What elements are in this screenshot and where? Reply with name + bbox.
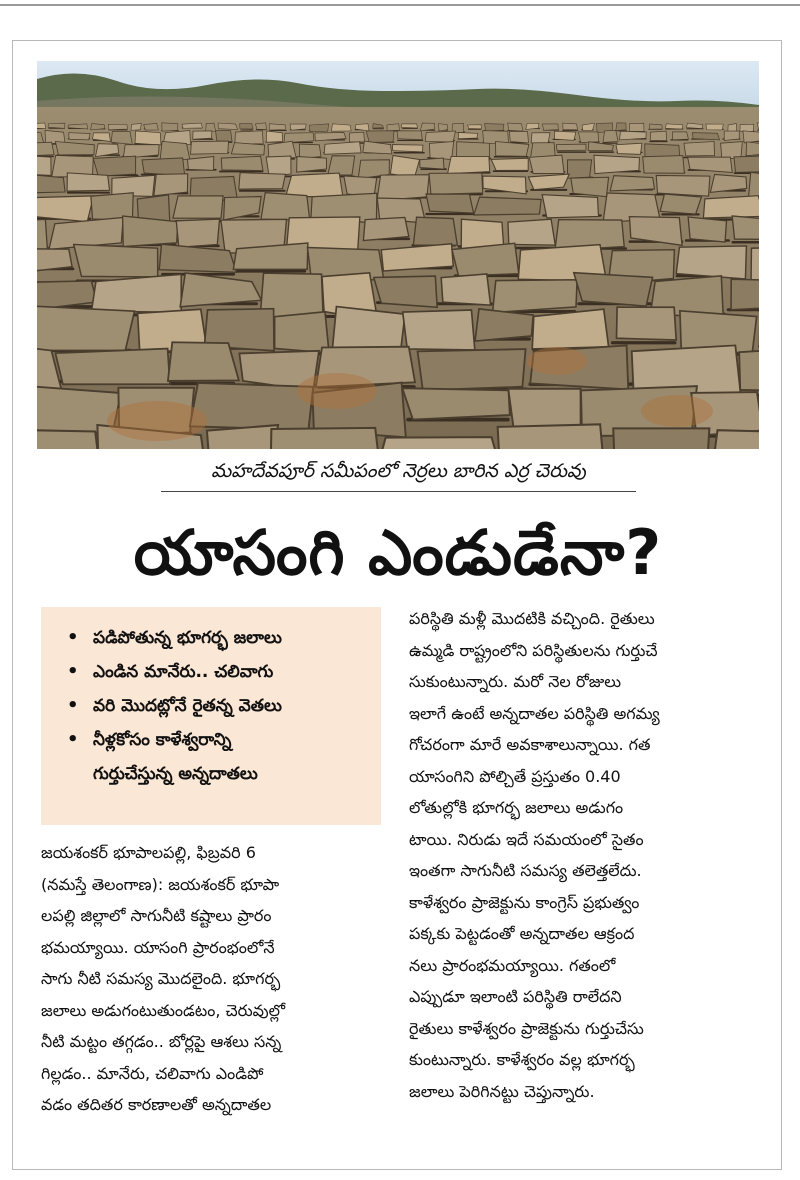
soil-slab — [142, 158, 185, 176]
soil-slab — [616, 143, 642, 154]
soil-slab — [173, 196, 223, 218]
soil-slab — [650, 131, 666, 140]
soil-slab — [67, 173, 109, 191]
soil-slab — [616, 123, 626, 131]
soil-slab — [603, 130, 618, 142]
soil-slab — [37, 430, 102, 449]
soil-slab — [751, 247, 759, 284]
article-line: (నమస్తే తెలంగాణ): జయశంకర్ భూపా — [41, 874, 280, 894]
article-line: పరిస్థితి మళ్లీ మొదటికి వచ్చింది. రైతులు — [409, 609, 655, 628]
soil-slab — [475, 309, 533, 341]
soil-slab — [37, 142, 54, 156]
soil-slab — [221, 156, 263, 170]
soil-slab — [269, 124, 285, 130]
bullet-icon: • — [67, 695, 79, 716]
article-line: జయశంకర్ భూపాలపల్లి, ఫిబ్రవరి 6 — [41, 843, 256, 862]
article-line: జలాలు పెరిగినట్టు చెప్తున్నారు. — [409, 1081, 595, 1101]
red-soil-patch — [641, 395, 713, 427]
photo-caption: మహదేవపూర్ సమీపంలో నెర్రలు బారిన ఎర్ర చెరువు — [161, 451, 636, 492]
soil-slab — [556, 144, 586, 151]
soil-slab — [567, 160, 591, 178]
soil-slab — [135, 131, 161, 145]
soil-slab — [508, 123, 524, 131]
soil-slab — [309, 124, 328, 132]
highlight-item — [63, 689, 371, 723]
soil-slab — [498, 424, 605, 449]
soil-slab — [187, 157, 213, 171]
article-column-left — [41, 837, 391, 1121]
soil-slab — [438, 124, 447, 131]
cracked-lakebed-photo — [37, 61, 759, 449]
soil-slab — [37, 123, 46, 129]
soil-slab — [660, 194, 701, 214]
soil-slab — [711, 430, 759, 449]
soil-slab — [594, 155, 640, 173]
article-column-right — [409, 603, 759, 1107]
soil-slab — [366, 131, 394, 143]
soil-slab — [218, 123, 237, 130]
soil-slab — [731, 279, 759, 310]
soil-slab — [387, 124, 399, 131]
article-line: ఉమ్మడి రాష్ట్రంలోని పరిస్థితులను గుర్తుచే — [409, 640, 658, 660]
soil-slab — [190, 383, 314, 430]
red-soil-patch — [107, 401, 207, 441]
soil-slab — [692, 133, 719, 140]
article-frame — [12, 40, 782, 1170]
soil-slab — [740, 124, 754, 131]
highlight-text-continued: గుర్తుచేస్తున్న అన్నదాతలు — [93, 764, 258, 784]
highlight-text: వరి మొదట్లోనే రైతన్న వెతలు — [93, 696, 282, 716]
soil-slab — [426, 194, 474, 213]
article-line: లోతుల్లోకి భూగర్భ జలాలు అడుగం — [409, 798, 624, 817]
soil-slab — [688, 217, 726, 242]
soil-slab — [743, 131, 759, 143]
soil-slab — [216, 131, 232, 142]
soil-slab — [491, 158, 528, 170]
soil-slab — [144, 123, 159, 130]
soil-slab — [91, 274, 181, 312]
bullet-icon: • — [67, 627, 79, 648]
soil-slab — [240, 124, 253, 130]
soil-slab — [574, 273, 653, 306]
soil-slab — [290, 124, 306, 130]
soil-slab — [397, 131, 422, 140]
soil-slab — [363, 217, 408, 240]
soil-slab — [239, 173, 286, 189]
soil-slab — [458, 132, 478, 138]
soil-slab — [429, 173, 483, 194]
soil-slab — [418, 349, 526, 390]
soil-slab — [191, 141, 229, 154]
soil-slab — [529, 155, 564, 173]
highlight-item — [63, 621, 371, 655]
red-soil-patch — [297, 373, 377, 409]
highlight-text: పడిపోతున్న భూగర్భ జలాలు — [93, 628, 282, 648]
soil-slab — [441, 274, 490, 305]
article-line: సుకుంటున్నారు. మరో నెల రోజులు — [409, 672, 622, 691]
soil-slab — [261, 193, 310, 221]
soil-slab — [448, 157, 490, 174]
soil-slab — [571, 177, 609, 196]
soil-slab — [255, 123, 266, 130]
soil-slab — [193, 131, 212, 139]
soil-slab — [617, 307, 677, 340]
soil-slab — [266, 131, 282, 142]
soil-slab — [748, 172, 759, 199]
soil-slab — [182, 123, 202, 128]
highlights-box — [41, 607, 381, 825]
article-line: ఎప్పుడూ ఇలాంటి పరిస్థితి రాలేదని — [409, 987, 622, 1006]
soil-slab — [235, 131, 263, 144]
soil-slab — [656, 175, 710, 196]
soil-slab — [401, 124, 417, 128]
soil-slab — [684, 142, 715, 156]
soil-slab — [154, 174, 188, 196]
soil-slab — [630, 123, 644, 131]
soil-slab — [425, 131, 455, 142]
soil-slab — [706, 124, 723, 130]
soil-slab — [324, 142, 361, 155]
soil-slab — [131, 124, 141, 131]
soil-slab — [349, 132, 364, 142]
soil-slab — [48, 123, 65, 128]
soil-slab — [528, 174, 569, 190]
soil-slab — [493, 280, 578, 313]
soil-slab — [111, 131, 132, 144]
soil-slab — [377, 175, 429, 201]
article-line: సాగు నీటి సమస్య మొదలైంది. భూగర్భ — [41, 969, 281, 988]
soil-slab — [402, 388, 510, 419]
article-line: గిల్లడం.. మానేరు, చలివాగు ఎండిపో — [41, 1063, 264, 1083]
soil-slab — [271, 428, 380, 449]
soil-slab — [563, 123, 578, 130]
soil-slab — [74, 244, 158, 276]
soil-slab — [532, 309, 608, 349]
soil-slab — [275, 312, 329, 353]
article-line: వడం తదితర కారణాలతో అన్నదాతల — [41, 1095, 272, 1114]
soil-slab — [739, 346, 759, 392]
article-line: కుంటున్నారు. కాళేశ్వరం వల్ల భూగర్భ — [409, 1050, 635, 1069]
soil-slab — [429, 141, 453, 159]
soil-slab — [484, 124, 504, 131]
article-line: జలాలు అడుగంటుతుండటం, చెరువుల్లో — [41, 1000, 286, 1020]
soil-slab — [724, 131, 739, 141]
soil-slab — [123, 216, 178, 247]
soil-slab — [93, 156, 135, 176]
soil-slab — [495, 142, 528, 157]
article-line: గోచరంగా మారే అవకాశాలున్నాయి. గత — [409, 735, 651, 754]
soil-slab — [168, 342, 239, 381]
soil-slabs — [37, 123, 759, 449]
soil-slab — [613, 428, 709, 449]
article-line: నీటి మట్టం తగ్గడం.. బోర్లపై ఆశలు సన్న — [41, 1032, 282, 1051]
soil-slab — [37, 155, 51, 175]
soil-slab — [703, 196, 759, 218]
article-line: యాసంగిని పోల్చితే ప్రస్తుతం 0.40 — [409, 766, 621, 786]
soil-slab — [413, 217, 457, 245]
highlight-text: ఎండిన మానేరు.. చలివాగు — [93, 662, 274, 682]
soil-slab — [377, 437, 501, 449]
soil-slab — [542, 195, 598, 218]
soil-slab — [392, 145, 423, 152]
soil-slab — [91, 124, 105, 130]
soil-slab — [542, 124, 558, 130]
soil-slab — [176, 219, 219, 247]
article-line: భమయ్యాయి. యాసంగి ప్రారంభంలోనే — [41, 937, 275, 957]
bullet-icon: • — [67, 661, 79, 682]
soil-slab — [610, 176, 654, 191]
cracked-dry-lakebed-photo — [37, 61, 759, 449]
soil-slab — [55, 349, 170, 385]
soil-slab — [676, 246, 746, 279]
soil-slab — [666, 124, 683, 129]
soil-slab — [108, 124, 127, 130]
soil-slab — [374, 276, 437, 307]
soil-slab — [297, 157, 327, 173]
soil-slab — [37, 219, 47, 250]
article-line: ఇంతగా సాగునీటి సమస్య తలెత్తలేదు. — [409, 861, 642, 880]
soil-slab — [509, 131, 528, 142]
soil-slab — [331, 124, 351, 131]
article-line: లపల్లి జిల్లాలో సాగునీటి కష్టాలు ప్రారం — [41, 906, 272, 925]
article-line: కాళేశ్వరం ప్రాజెక్టును కాంగ్రెస్ ప్రభుత్వం — [409, 892, 640, 912]
soil-slab — [468, 125, 482, 129]
soil-slab — [531, 133, 550, 144]
soil-slab — [162, 123, 178, 131]
headline: యాసంగి ఎండుడేనా? — [133, 516, 663, 589]
soil-slab — [452, 243, 519, 276]
soil-slab — [37, 196, 94, 222]
highlights-list — [63, 621, 371, 791]
highlight-item — [63, 723, 371, 791]
highlight-item — [63, 655, 371, 689]
soil-slab — [508, 219, 555, 245]
soil-slab — [734, 155, 759, 172]
soil-slab — [620, 131, 647, 140]
soil-slab — [231, 143, 264, 155]
soil-slab — [578, 132, 598, 143]
article-line: నలు ప్రారంభమయ్యాయి. గతంలో — [409, 955, 616, 975]
article-line: టాయి. నిరుడు ఇదే సమయంలో సైతం — [409, 829, 644, 849]
article-line: ఇలాగే ఉంటే అన్నదాతల పరిస్థితి అగమ్య — [409, 703, 660, 723]
soil-slab — [420, 158, 444, 169]
soil-slab — [643, 156, 685, 174]
soil-slab — [390, 156, 419, 178]
soil-slab — [69, 133, 90, 140]
article-line: పక్కకు పెట్టడంతో అన్నదాతల ఆక్రంద — [409, 924, 635, 943]
article-line: రైతులు కాళేశ్వరం ప్రాజెక్టును గుర్తుచేసు — [409, 1018, 644, 1038]
red-soil-patch — [527, 347, 587, 375]
soil-slab — [554, 131, 576, 140]
soil-slab — [328, 156, 355, 175]
soil-slab — [474, 197, 541, 215]
bullet-icon: • — [67, 729, 79, 750]
soil-slab — [508, 389, 580, 428]
soil-slab — [721, 142, 743, 159]
soil-slab — [649, 124, 662, 129]
highlight-text: నీళ్లకోసం కాళేశ్వరాన్ని — [93, 730, 232, 750]
soil-slab — [37, 306, 135, 351]
soil-slab — [420, 123, 434, 131]
soil-slab — [286, 173, 343, 197]
soil-slab — [746, 142, 759, 156]
top-rule — [0, 0, 800, 6]
soil-slab — [673, 132, 689, 140]
soil-slab — [403, 310, 475, 350]
soil-slab — [732, 216, 759, 240]
